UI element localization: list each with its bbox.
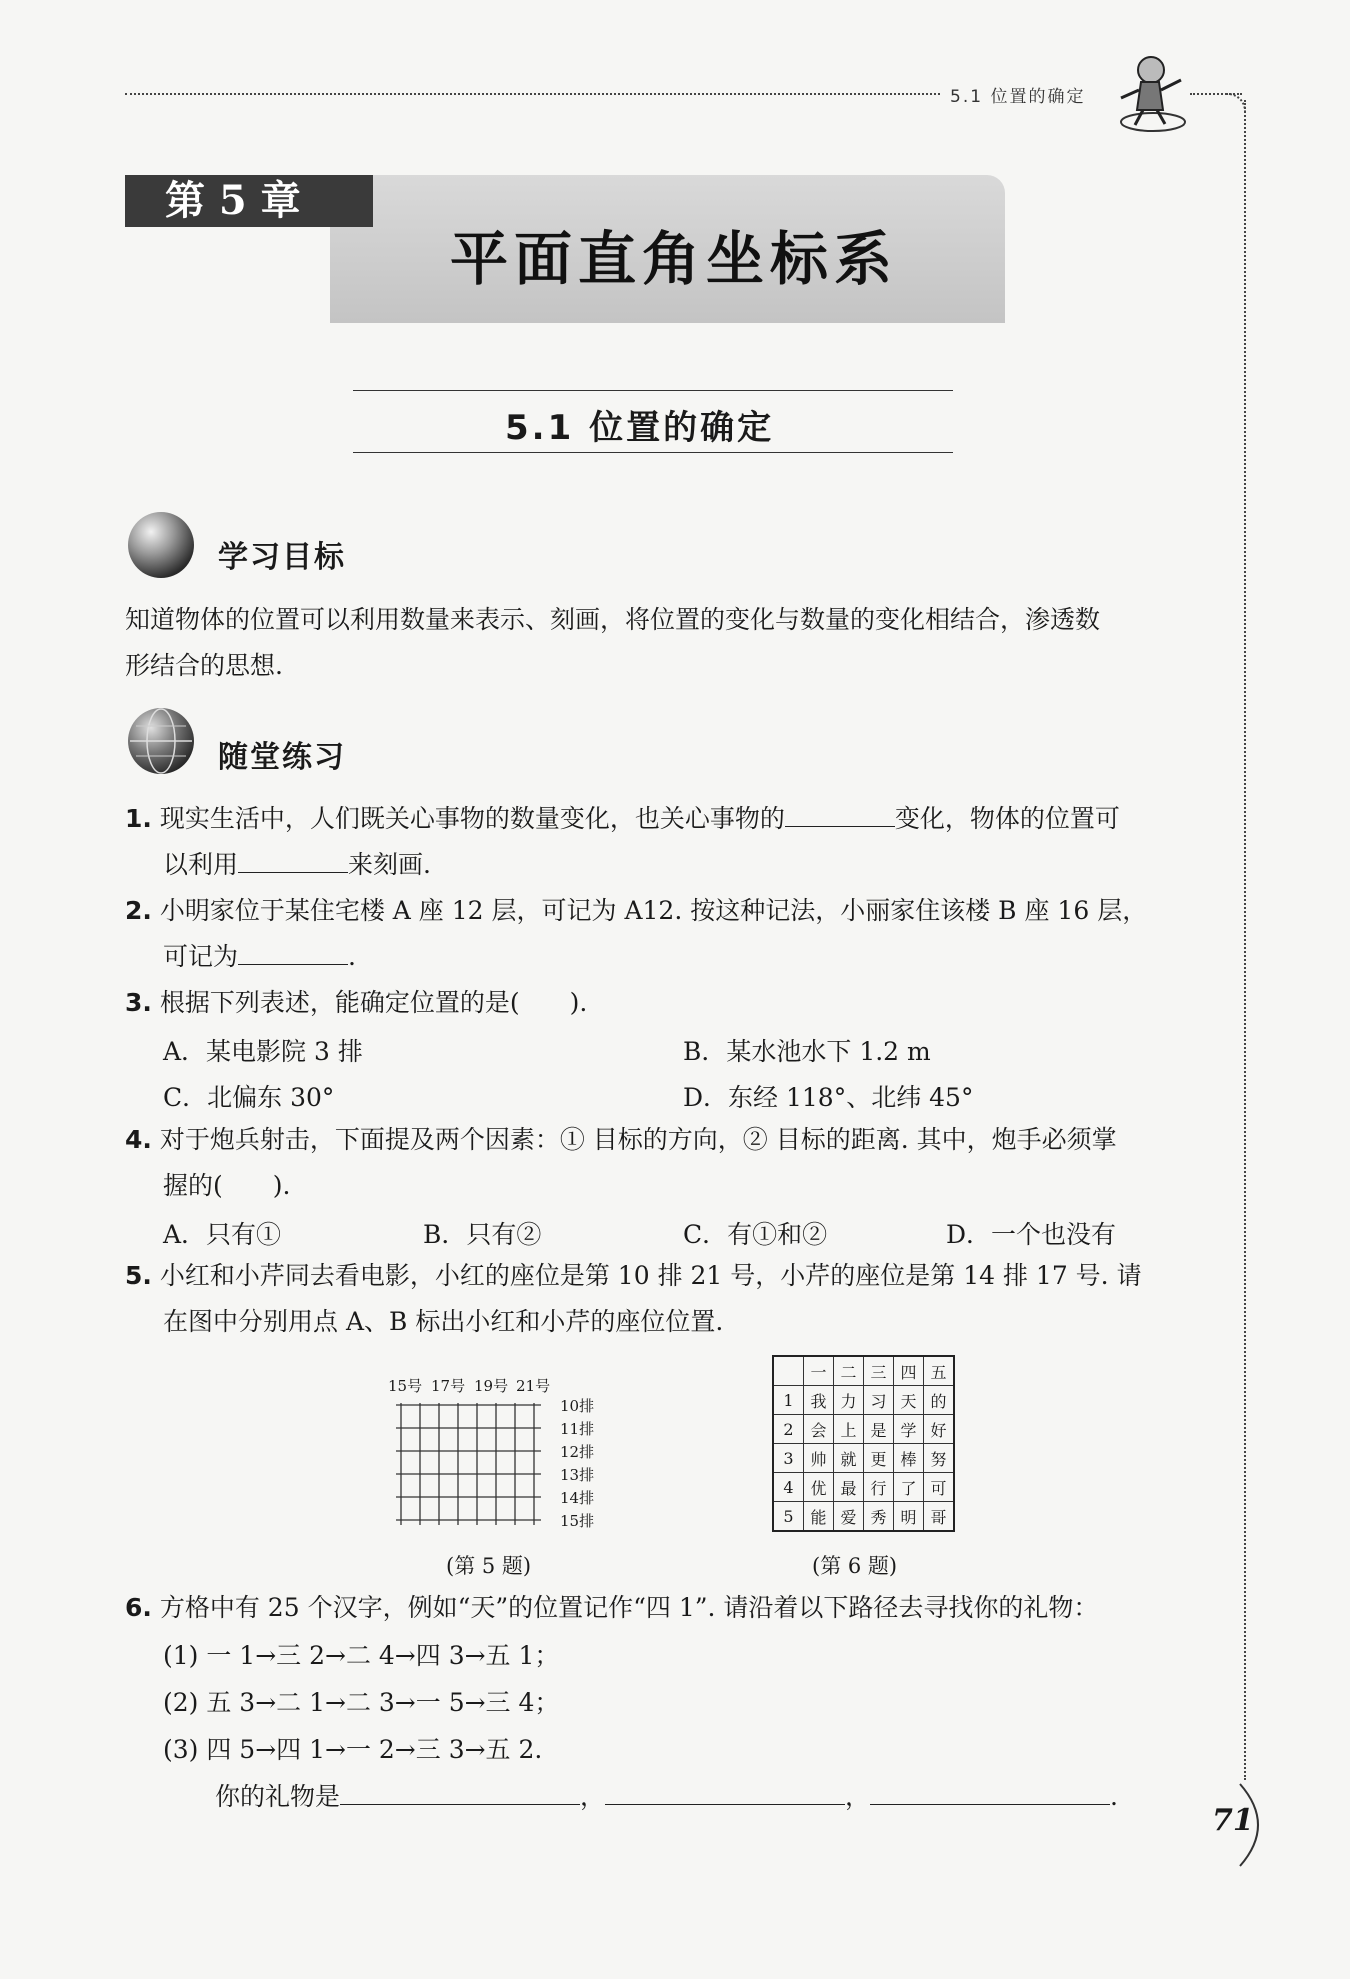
question-1-text-b: 变化，物体的位置可 [894, 804, 1120, 833]
char-grid-cell: 了 [894, 1473, 924, 1502]
char-grid-cell: 能 [804, 1502, 834, 1532]
question-1-number: 1. [125, 804, 152, 833]
char-grid-cell: 是 [864, 1415, 894, 1444]
question-2-text-c: . [348, 942, 356, 971]
question-6-stem: 方格中有 25 个汉字，例如“天”的位置记作“四 1”. 请沿着以下路径去寻找你的礼物： [159, 1593, 1099, 1622]
question-3 [125, 980, 587, 1026]
section-title: 5.1 位置的确定 [505, 408, 775, 448]
char-grid-cell: 学 [894, 1415, 924, 1444]
char-grid-cell: 的 [924, 1386, 955, 1415]
char-grid-cell: 行 [864, 1473, 894, 1502]
question-4-text-a: 对于炮兵射击，下面提及两个因素：① 目标的方向，② 目标的距离. 其中，炮手必须掌 [159, 1125, 1117, 1154]
question-4-option-c[interactable]: C．有①和② [683, 1220, 828, 1249]
char-grid-row [773, 1444, 954, 1473]
seat-row-12: 12排 [560, 1443, 595, 1461]
figure-5-caption: (第 5 题) [446, 1554, 532, 1578]
question-4-option-a[interactable]: A．只有① [163, 1220, 282, 1249]
question-5 [125, 1253, 1235, 1299]
question-1-blank-2[interactable] [238, 871, 348, 873]
char-grid-cell: 习 [864, 1386, 894, 1415]
seat-row-10: 10排 [560, 1397, 595, 1415]
char-grid-cell: 力 [834, 1386, 864, 1415]
practice-heading: 随堂练习 [218, 740, 346, 775]
header-dotted-rule-left [125, 93, 940, 95]
question-1-line-2 [163, 842, 431, 888]
question-2-text-b: 可记为 [163, 942, 239, 971]
globe-lines-icon [128, 708, 194, 774]
char-grid-cell: 帅 [804, 1444, 834, 1473]
char-grid-cell: 哥 [924, 1502, 955, 1532]
char-grid-col-label: 三 [864, 1356, 894, 1386]
seat-row-13: 13排 [560, 1466, 595, 1484]
char-grid-cell: 会 [804, 1415, 834, 1444]
page-border-corner [1226, 93, 1246, 113]
question-3-option-a[interactable]: A．某电影院 3 排 [163, 1037, 363, 1066]
seat-col-17: 17号 [431, 1377, 466, 1395]
question-6-gift-label: 你的礼物是 [215, 1782, 341, 1811]
header-section-label: 5.1 位置的确定 [950, 87, 1086, 107]
question-5-line-2: 在图中分别用点 A、B 标出小红和小芹的座位位置. [163, 1307, 724, 1336]
char-grid-header-row [773, 1356, 954, 1386]
seat-col-21: 21号 [516, 1377, 551, 1395]
question-6-path-3: (3) 四 5→四 1→一 2→三 3→五 2. [163, 1735, 543, 1764]
question-3-option-b[interactable]: B．某水池水下 1.2 m [683, 1037, 931, 1066]
char-grid-cell: 好 [924, 1415, 955, 1444]
char-grid-col-label: 二 [834, 1356, 864, 1386]
char-grid-cell: 秀 [864, 1502, 894, 1532]
figure-6-char-grid [772, 1355, 955, 1532]
seat-col-15: 15号 [388, 1377, 423, 1395]
char-grid-row-label: 5 [773, 1502, 804, 1532]
question-6 [125, 1585, 1235, 1631]
question-1-blank-1[interactable] [785, 825, 895, 827]
question-6-path-1: (1) 一 1→三 2→二 4→四 3→五 1； [163, 1641, 560, 1670]
objectives-heading: 学习目标 [218, 540, 346, 575]
objectives-line-1: 知道物体的位置可以利用数量来表示、刻画，将位置的变化与数量的变化相结合，渗透数 [125, 605, 1101, 634]
chapter-tab: 第 5 章 [125, 175, 373, 227]
question-6-blank-1[interactable] [340, 1803, 580, 1805]
question-6-blank-2[interactable] [605, 1803, 845, 1805]
char-grid-cell: 爱 [834, 1502, 864, 1532]
question-1-text-a: 现实生活中，人们既关心事物的数量变化，也关心事物的 [159, 804, 785, 833]
question-5-number: 5. [125, 1261, 152, 1290]
question-3-option-d[interactable]: D．东经 118°、北纬 45° [683, 1083, 974, 1112]
char-grid-cell: 努 [924, 1444, 955, 1473]
section-rule-bottom [353, 452, 953, 453]
question-6-period: . [1110, 1782, 1118, 1811]
question-6-path-2: (2) 五 3→二 1→二 3→一 5→三 4； [163, 1688, 560, 1717]
question-6-comma-2: ， [845, 1782, 871, 1811]
seat-grid[interactable] [396, 1403, 546, 1533]
chapter-title: 平面直角坐标系 [450, 225, 899, 293]
char-grid-col-label: 五 [924, 1356, 955, 1386]
seat-row-15: 15排 [560, 1512, 595, 1530]
question-2-text-a: 小明家位于某住宅楼 A 座 12 层，可记为 A12. 按这种记法，小丽家住该楼 B 座 16 层， [159, 896, 1148, 925]
seat-row-11: 11排 [560, 1420, 595, 1438]
char-grid-cell: 棒 [894, 1444, 924, 1473]
mascot-icon [1115, 50, 1190, 135]
question-5-text-a: 小红和小芹同去看电影，小红的座位是第 10 排 21 号，小芹的座位是第 14 排 17 号. 请 [159, 1261, 1142, 1290]
char-grid-row-label: 1 [773, 1386, 804, 1415]
question-6-comma-1: ， [580, 1782, 606, 1811]
question-6-blank-3[interactable] [870, 1803, 1110, 1805]
question-1 [125, 796, 1225, 842]
question-4-option-d[interactable]: D．一个也没有 [946, 1220, 1117, 1249]
char-grid-cell: 我 [804, 1386, 834, 1415]
question-4-number: 4. [125, 1125, 152, 1154]
question-3-option-c[interactable]: C．北偏东 30° [163, 1083, 335, 1112]
char-grid-row [773, 1386, 954, 1415]
question-2-number: 2. [125, 896, 152, 925]
figure-6-caption: (第 6 题) [812, 1554, 898, 1578]
char-grid-col-label: 四 [894, 1356, 924, 1386]
char-grid-cell: 可 [924, 1473, 955, 1502]
question-3-stem: 根据下列表述，能确定位置的是( ). [159, 988, 588, 1017]
char-grid-cell: 最 [834, 1473, 864, 1502]
char-grid-cell: 上 [834, 1415, 864, 1444]
question-1-text-c: 以利用 [163, 850, 239, 879]
page-number: 71 [1212, 1803, 1254, 1838]
char-grid-row-label: 4 [773, 1473, 804, 1502]
seat-row-14: 14排 [560, 1489, 595, 1507]
question-3-number: 3. [125, 988, 152, 1017]
page-border-dotted [1244, 100, 1246, 1780]
objectives-line-2: 形结合的思想. [125, 651, 283, 680]
question-2-blank[interactable] [238, 963, 348, 965]
char-grid-row-label: 3 [773, 1444, 804, 1473]
figure-5 [388, 1375, 628, 1550]
objectives-ball-icon [128, 512, 194, 578]
char-grid-cell: 更 [864, 1444, 894, 1473]
question-2-line-2 [163, 934, 356, 980]
question-6-number: 6. [125, 1593, 152, 1622]
char-grid-corner [773, 1356, 804, 1386]
question-6-answer-line [215, 1774, 1118, 1820]
char-grid-row [773, 1473, 954, 1502]
section-rule-top [353, 390, 953, 391]
char-grid-cell: 优 [804, 1473, 834, 1502]
question-1-text-d: 来刻画. [348, 850, 431, 879]
question-4-line-2: 握的( ). [163, 1171, 291, 1200]
char-grid-row-label: 2 [773, 1415, 804, 1444]
char-grid-row [773, 1415, 954, 1444]
char-grid-row [773, 1502, 954, 1532]
char-grid-col-label: 一 [804, 1356, 834, 1386]
question-2 [125, 888, 1235, 934]
seat-col-19: 19号 [474, 1377, 509, 1395]
char-grid-cell: 就 [834, 1444, 864, 1473]
char-grid-cell: 明 [894, 1502, 924, 1532]
char-grid-cell: 天 [894, 1386, 924, 1415]
question-4 [125, 1117, 1235, 1163]
question-4-option-b[interactable]: B．只有② [423, 1220, 542, 1249]
